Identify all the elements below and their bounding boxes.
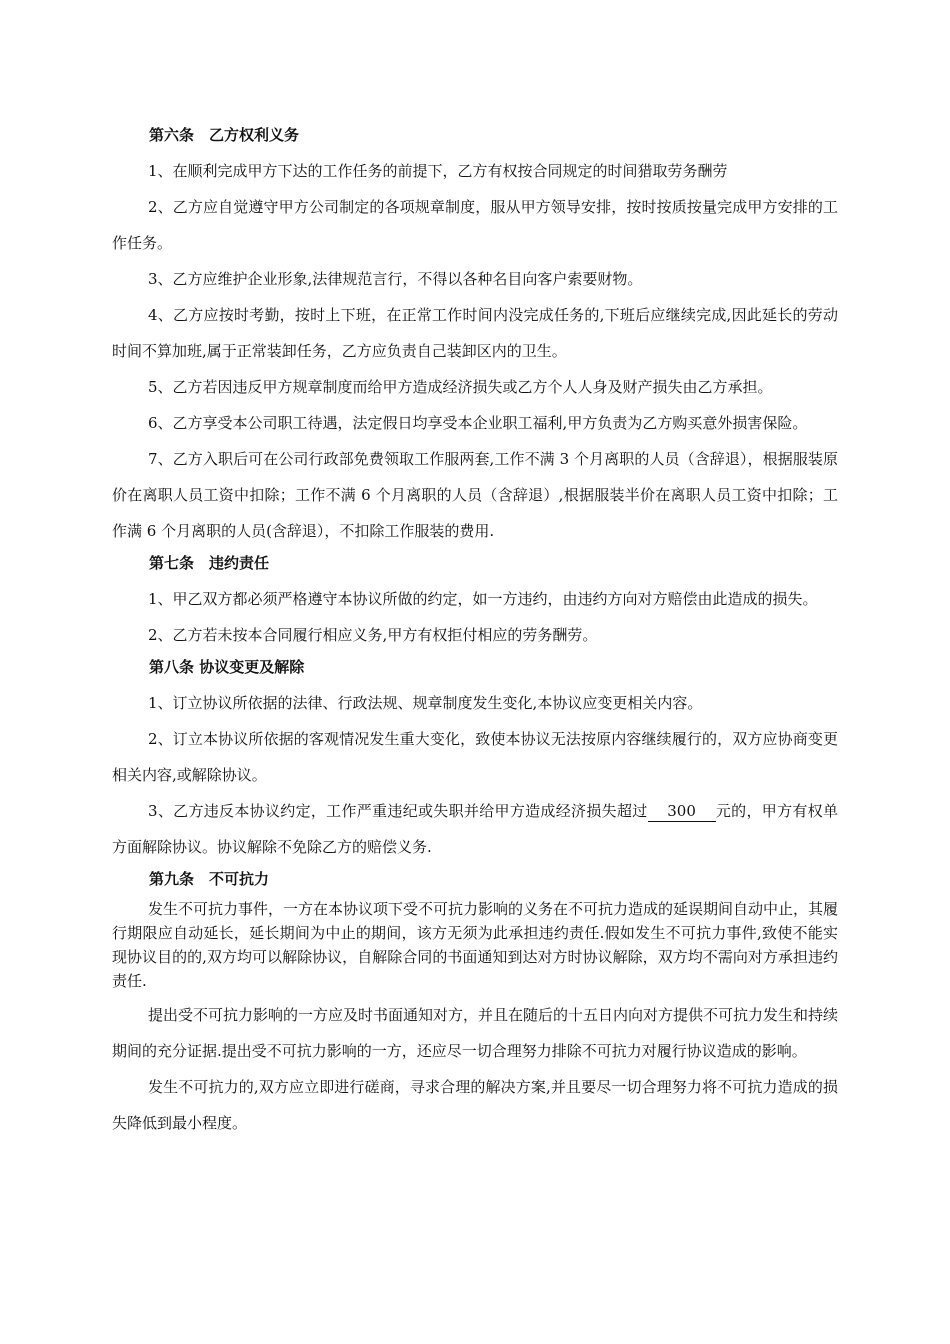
section-6-heading: 第六条 乙方权利义务 <box>149 126 300 144</box>
section-9-paragraph-3: 发生不可抗力的,双方应立即进行磋商，寻求合理的解决方案,并且要尽一切合理努力将不可抗力造成的损失降低到最小程度。 <box>112 1078 838 1132</box>
section-8-item-3-text-before: 3、乙方违反本协议约定，工作严重违纪或失职并给甲方造成经济损失超过 <box>148 802 648 820</box>
section-6-item-1: 1、在顺利完成甲方下达的工作任务的前提下，乙方有权按合同规定的时间猎取劳务酬劳 <box>148 162 728 180</box>
section-7-item-1: 1、甲乙双方都必须严格遵守本协议所做的约定，如一方违约，由违约方向对方赔偿由此造成的损失。 <box>148 590 818 608</box>
section-6-item-5: 5、乙方若因违反甲方规章制度而给甲方造成经济损失或乙方个人人身及财产损失由乙方承担。 <box>148 378 773 396</box>
section-8-heading: 第八条 协议变更及解除 <box>149 658 305 676</box>
section-6-item-6: 6、乙方享受本公司职工待遇，法定假日均享受本企业职工福利,甲方负责为乙方购买意外损害保险。 <box>148 414 808 432</box>
section-6-item-3: 3、乙方应维护企业形象,法律规范言行，不得以各种名目向客户索要财物。 <box>148 270 643 288</box>
section-8-item-3 <box>112 793 838 865</box>
section-6-item-4: 4、乙方应按时考勤，按时上下班，在正常工作时间内没完成任务的,下班后应继续完成,因此延长的劳动时间不算加班,属于正常装卸任务，乙方应负责自己装卸区内的卫生。 <box>112 306 838 360</box>
section-9-paragraph-1: 发生不可抗力事件，一方在本协议项下受不可抗力影响的义务在不可抗力造成的延误期间自动中止，其履行期限应自动延长，延长期间为中止的期间，该方无须为此承担违约责任.假如发生不可抗力事件,致使不能实现协议目的的,双方均可以解除协议，自解除合同的书面通知到达对方时协议解除，双方均不需向对方承担违约责任. <box>112 900 839 990</box>
section-6-item-7: 7、乙方入职后可在公司行政部免费领取工作服两套,工作不满 3 个月离职的人员（含辞退），根据服装原价在离职人员工资中扣除；工作不满 6 个月离职的人员（含辞退）,根据服装半价在离职人员工资中扣除；工作满 6 个月离职的人员(含辞退），不扣除工作服装的费用. <box>112 450 838 540</box>
penalty-amount-blank: 300 <box>648 801 716 822</box>
section-8-item-3-text-after: 元的，甲方有权单方面解除协议。协议解除不免除乙方的赔偿义务. <box>112 802 838 856</box>
section-7-heading: 第七条 违约责任 <box>149 554 270 572</box>
section-6-item-2: 2、乙方应自觉遵守甲方公司制定的各项规章制度，服从甲方领导安排，按时按质按量完成甲方安排的工作任务。 <box>112 198 838 252</box>
section-7-item-2: 2、乙方若未按本合同履行相应义务,甲方有权拒付相应的劳务酬劳。 <box>148 626 598 644</box>
section-9-heading: 第九条 不可抗力 <box>149 870 270 888</box>
section-8-item-1: 1、订立协议所依据的法律、行政法规、规章制度发生变化,本协议应变更相关内容。 <box>148 694 703 712</box>
section-8-item-2: 2、订立本协议所依据的客观情况发生重大变化，致使本协议无法按原内容继续履行的，双方应协商变更相关内容,或解除协议。 <box>112 730 838 784</box>
section-9-paragraph-2: 提出受不可抗力影响的一方应及时书面通知对方，并且在随后的十五日内向对方提供不可抗力发生和持续期间的充分证据.提出受不可抗力影响的一方，还应尽一切合理努力排除不可抗力对履行协议造成的影响。 <box>112 1006 839 1060</box>
